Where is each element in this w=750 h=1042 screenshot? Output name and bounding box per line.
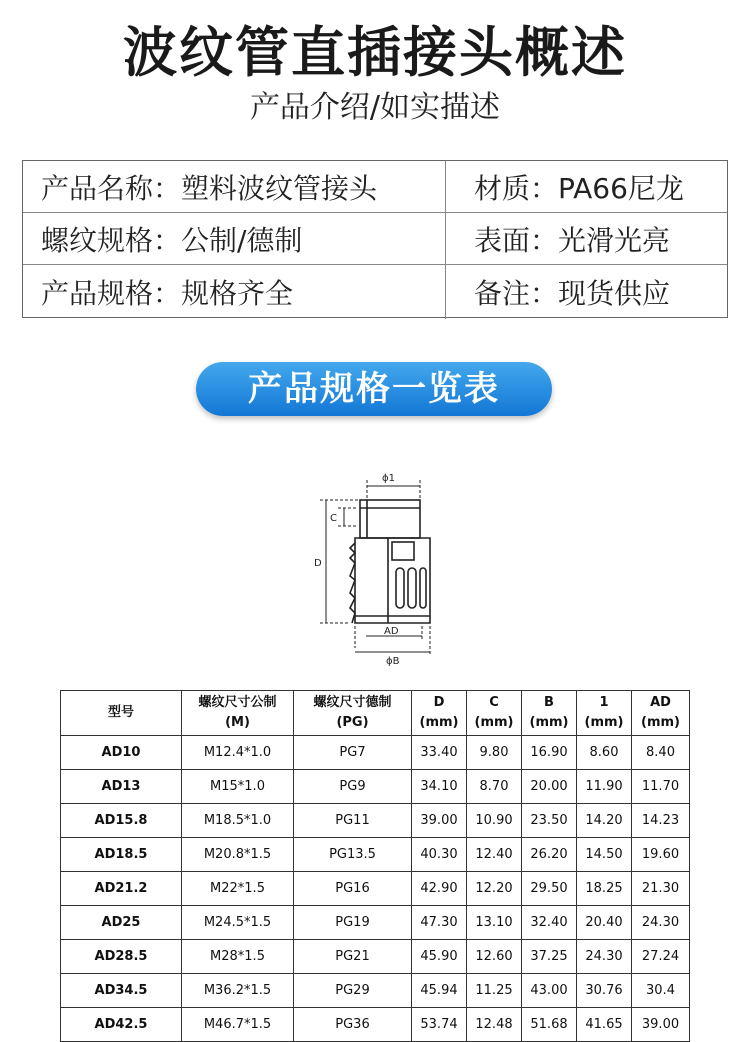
info-product-spec: 产品规格：规格齐全: [23, 265, 446, 319]
cell-d: 47.30: [412, 906, 467, 940]
cell-ad: 8.40: [632, 736, 690, 770]
cell-1: 41.65: [577, 1008, 632, 1042]
cell-1: 14.20: [577, 804, 632, 838]
cell-b: 29.50: [522, 872, 577, 906]
cell-ad: 27.24: [632, 940, 690, 974]
cell-c: 12.20: [467, 872, 522, 906]
cell-metric: M18.5*1.0: [182, 804, 294, 838]
dim-label-c: C: [330, 513, 337, 524]
info-thread-spec: 螺纹规格：公制/德制: [23, 213, 446, 264]
cell-model: AD34.5: [61, 974, 182, 1008]
cell-c: 10.90: [467, 804, 522, 838]
table-row: [61, 770, 690, 804]
cell-c: 8.70: [467, 770, 522, 804]
col-header-model: 型号: [61, 691, 182, 736]
table-row: [61, 906, 690, 940]
thread-section: [360, 500, 420, 538]
cell-d: 45.90: [412, 940, 467, 974]
dim-label-d: D: [314, 558, 322, 569]
table-row: [61, 838, 690, 872]
cell-pg: PG16: [294, 872, 412, 906]
cell-ad: 21.30: [632, 872, 690, 906]
cell-c: 12.40: [467, 838, 522, 872]
table-header-row: [61, 691, 690, 736]
cell-d: 42.90: [412, 872, 467, 906]
info-material: 材质：PA66尼龙: [474, 171, 684, 205]
cell-1: 11.90: [577, 770, 632, 804]
cell-metric: M46.7*1.5: [182, 1008, 294, 1042]
cell-ad: 11.70: [632, 770, 690, 804]
spec-table: [60, 690, 690, 1042]
cell-pg: PG36: [294, 1008, 412, 1042]
cell-ad: 30.4: [632, 974, 690, 1008]
table-row: [61, 872, 690, 906]
dim-label-phi1: ϕ1: [382, 473, 395, 484]
col-header-b: B (mm): [522, 691, 577, 736]
table-row: [61, 1008, 690, 1042]
cell-pg: PG7: [294, 736, 412, 770]
info-remark: 备注：现货供应: [474, 277, 671, 310]
page-subtitle: 产品介绍/如实描述: [249, 90, 501, 125]
table-row: [61, 736, 690, 770]
cell-1: 14.50: [577, 838, 632, 872]
cell-b: 43.00: [522, 974, 577, 1008]
cell-c: 11.25: [467, 974, 522, 1008]
cell-b: 20.00: [522, 770, 577, 804]
cell-d: 34.10: [412, 770, 467, 804]
page-title: 波纹管直插接头概述: [123, 21, 627, 84]
cell-1: 24.30: [577, 940, 632, 974]
cell-metric: M28*1.5: [182, 940, 294, 974]
cell-pg: PG9: [294, 770, 412, 804]
col-header-pg: 螺纹尺寸德制 (PG): [294, 691, 412, 736]
cell-metric: M24.5*1.5: [182, 906, 294, 940]
table-row: [61, 940, 690, 974]
cell-1: 20.40: [577, 906, 632, 940]
cell-pg: PG29: [294, 974, 412, 1008]
dim-label-phib: ϕB: [386, 656, 400, 667]
section-title-pill: 产品规格一览表: [196, 362, 552, 416]
cell-model: AD25: [61, 906, 182, 940]
cell-d: 53.74: [412, 1008, 467, 1042]
cell-model: AD13: [61, 770, 182, 804]
col-header-metric: 螺纹尺寸公制 (M): [182, 691, 294, 736]
cell-c: 12.48: [467, 1008, 522, 1042]
info-row: [23, 265, 727, 319]
info-row: [23, 213, 727, 265]
connector-dimension-diagram: [300, 468, 450, 668]
cell-c: 12.60: [467, 940, 522, 974]
info-product-name: 产品名称：塑料波纹管接头: [23, 161, 446, 212]
cell-b: 37.25: [522, 940, 577, 974]
cell-pg: PG19: [294, 906, 412, 940]
cell-metric: M36.2*1.5: [182, 974, 294, 1008]
cell-1: 30.76: [577, 974, 632, 1008]
cell-1: 8.60: [577, 736, 632, 770]
table-row: [61, 974, 690, 1008]
cell-model: AD42.5: [61, 1008, 182, 1042]
cell-ad: 39.00: [632, 1008, 690, 1042]
cell-model: AD21.2: [61, 872, 182, 906]
cell-c: 13.10: [467, 906, 522, 940]
cell-metric: M20.8*1.5: [182, 838, 294, 872]
cell-b: 23.50: [522, 804, 577, 838]
cell-b: 16.90: [522, 736, 577, 770]
cell-model: AD18.5: [61, 838, 182, 872]
cell-pg: PG21: [294, 940, 412, 974]
cell-b: 32.40: [522, 906, 577, 940]
col-header-c: C (mm): [467, 691, 522, 736]
cell-b: 51.68: [522, 1008, 577, 1042]
cell-ad: 19.60: [632, 838, 690, 872]
cell-d: 45.94: [412, 974, 467, 1008]
cell-b: 26.20: [522, 838, 577, 872]
cell-1: 18.25: [577, 872, 632, 906]
cell-model: AD28.5: [61, 940, 182, 974]
cell-ad: 24.30: [632, 906, 690, 940]
cell-d: 39.00: [412, 804, 467, 838]
table-row: [61, 804, 690, 838]
cell-model: AD10: [61, 736, 182, 770]
cell-d: 33.40: [412, 736, 467, 770]
cell-metric: M12.4*1.0: [182, 736, 294, 770]
cell-metric: M15*1.0: [182, 770, 294, 804]
info-surface: 表面：光滑光亮: [474, 223, 671, 257]
cell-d: 40.30: [412, 838, 467, 872]
col-header-ad: AD (mm): [632, 691, 690, 736]
cell-pg: PG11: [294, 804, 412, 838]
product-info-table: [22, 160, 728, 318]
col-header-1: 1 (mm): [577, 691, 632, 736]
cell-ad: 14.23: [632, 804, 690, 838]
cell-metric: M22*1.5: [182, 872, 294, 906]
cell-c: 9.80: [467, 736, 522, 770]
col-header-d: D (mm): [412, 691, 467, 736]
cell-model: AD15.8: [61, 804, 182, 838]
cell-pg: PG13.5: [294, 838, 412, 872]
info-row: [23, 161, 727, 213]
dim-label-ad: AD: [384, 626, 399, 637]
